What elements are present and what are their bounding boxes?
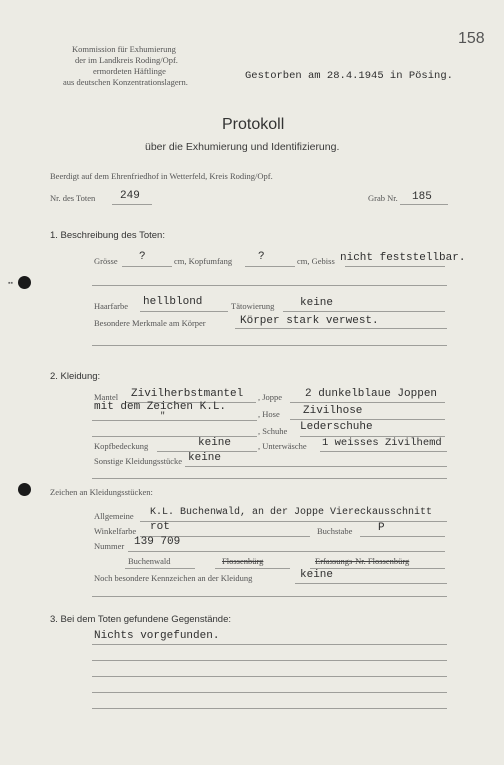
nummer-value: 139 709 (134, 536, 181, 548)
buchenwald-label: Buchenwald (128, 556, 171, 566)
joppe-value: 2 dunkelblaue Joppen (305, 388, 438, 400)
taetowierung-label: Tätowierung (231, 301, 275, 311)
buchstabe-label: Buchstabe (317, 526, 353, 536)
ditto-mark: " (160, 411, 166, 421)
cm-kopfumfang-label: cm, Kopfumfang (174, 256, 233, 266)
page-subtitle: über die Exhumierung und Identifizierung. (145, 141, 340, 153)
page-number: 158 (458, 30, 485, 47)
hole-mark: ▪▪ (8, 279, 13, 287)
sonstige-value: keine (188, 452, 222, 464)
merkmale-label: Besondere Merkmale am Körper (94, 318, 206, 328)
groesse-value: ? (139, 251, 146, 263)
cm-gebiss-label: cm, Gebiss (297, 256, 335, 266)
joppe-label: , Joppe (258, 392, 283, 402)
section-2-heading: 2. Kleidung: (50, 371, 101, 382)
schuhe-value: Lederschuhe (300, 421, 373, 433)
winkelfarbe-value: rot (150, 521, 170, 533)
punch-hole-top (18, 276, 31, 289)
taetowierung-value: keine (300, 297, 334, 309)
section-1-heading: 1. Beschreibung des Toten: (50, 230, 165, 241)
merkmale-value: Körper stark verwest. (240, 315, 379, 327)
death-note: Gestorben am 28.4.1945 in Pösing. (245, 70, 453, 82)
unterwaesche-label: , Unterwäsche (258, 441, 307, 451)
section-3-value: Nichts vorgefunden. (94, 630, 220, 642)
flossenburg-label: Flossenbürg (222, 556, 264, 566)
winkelfarbe-label: Winkelfarbe (94, 526, 137, 536)
grab-label: Grab Nr. (368, 193, 398, 203)
page-title: Protokoll (222, 116, 285, 133)
nr-value: 249 (120, 190, 140, 202)
gebiss-value: nicht feststellbar. (340, 252, 466, 264)
erfassung-label: Erfassungs-Nr. Flossenbürg (315, 556, 410, 566)
kopfbedeckung-value: keine (198, 437, 232, 449)
sonstige-label: Sonstige Kleidungsstücke (94, 456, 183, 466)
burial-line: Beerdigt auf dem Ehrenfriedhof in Wetterfeld, Kreis Roding/Opf. (50, 171, 273, 181)
mantel-value: Zivilherbstmantel (131, 388, 244, 400)
allgemeine-label: Allgemeine (94, 511, 134, 521)
kopf-value: ? (258, 251, 265, 263)
mantel-label: Mantel (94, 392, 119, 402)
noch-kennzeichen-label: Noch besondere Kennzeichen an der Kleidung (94, 573, 253, 583)
haarfarbe-label: Haarfarbe (94, 301, 128, 311)
hose-label: , Hose (258, 409, 280, 419)
commission-line-1: Kommission für Exhumierung (72, 44, 176, 54)
grab-value: 185 (412, 191, 432, 203)
noch-kennzeichen-value: keine (300, 569, 334, 581)
hose-value: Zivilhose (303, 405, 363, 417)
mantel-value-2: mit dem Zeichen K.L. (94, 401, 227, 413)
haarfarbe-value: hellblond (143, 296, 203, 308)
commission-line-3: ermordeten Häftlinge (93, 66, 166, 76)
section-3-heading: 3. Bei dem Toten gefundene Gegenstände: (50, 614, 231, 625)
commission-line-4: aus deutschen Konzentrationslagern. (63, 77, 188, 87)
allgemeine-value: K.L. Buchenwald, an der Joppe Viereckausschnitt (150, 507, 433, 518)
schuhe-label: , Schuhe (258, 426, 288, 436)
commission-line-2: der im Landkreis Roding/Opf. (75, 55, 178, 65)
nummer-label: Nummer (94, 541, 125, 551)
buchstabe-value: P (378, 522, 385, 534)
groesse-label: Grösse (94, 256, 118, 266)
unterwaesche-value: 1 weisses Zivilhemd (322, 437, 442, 449)
punch-hole-bottom (18, 483, 31, 496)
zeichen-heading: Zeichen an Kleidungsstücken: (50, 487, 153, 497)
kopfbedeckung-label: Kopfbedeckung (94, 441, 149, 451)
nr-label: Nr. des Toten (50, 193, 96, 203)
